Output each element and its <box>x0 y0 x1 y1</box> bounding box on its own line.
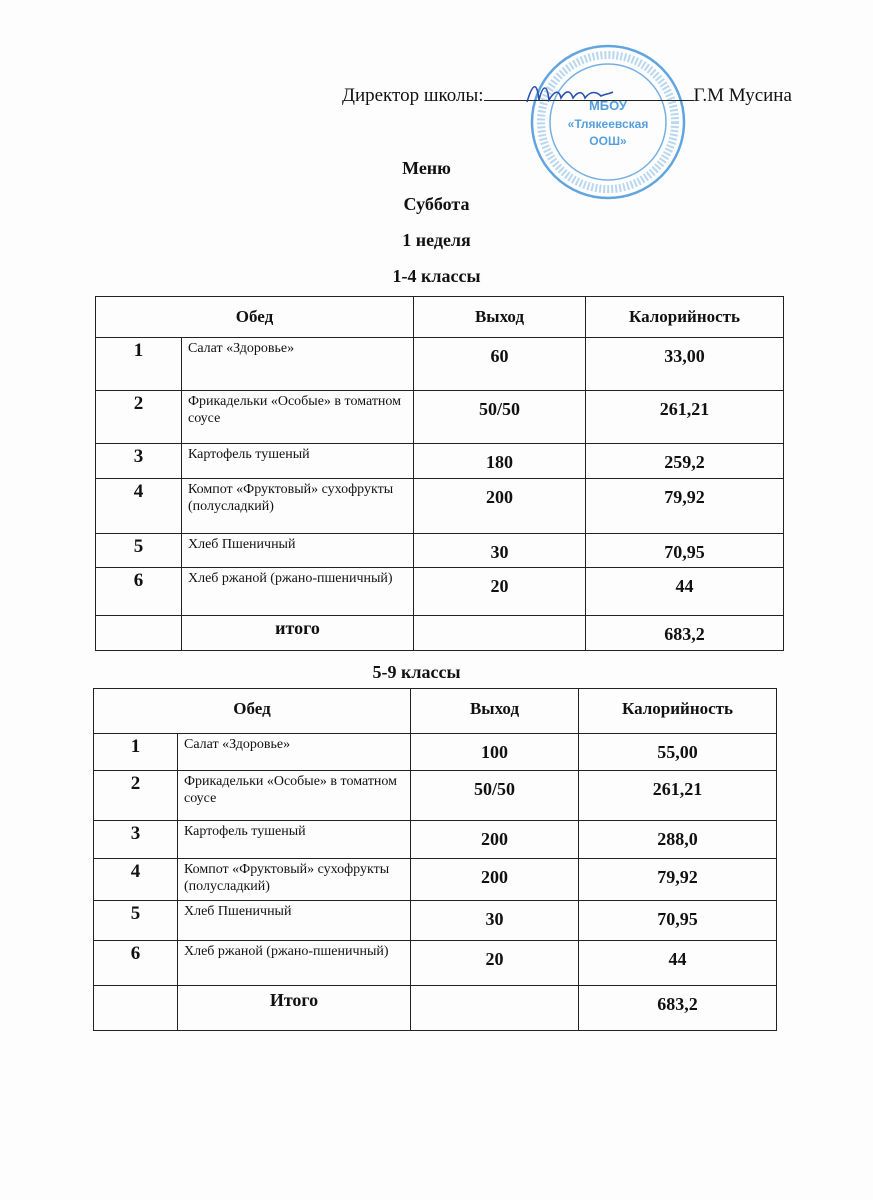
yield-value: 200 <box>414 479 586 534</box>
header-yield: Выход <box>411 689 579 734</box>
header-dish: Обед <box>96 297 414 338</box>
stamp-line-2: «Тлякеевская <box>567 117 649 131</box>
yield-value: 180 <box>414 444 586 479</box>
stamp-line-3: ООШ» <box>589 134 627 148</box>
table-header-row <box>94 689 777 734</box>
row-number: 2 <box>94 771 178 821</box>
calories-value: 70,95 <box>579 901 777 941</box>
calories-value: 33,00 <box>586 338 784 391</box>
table-row <box>96 534 784 568</box>
table-row <box>96 444 784 479</box>
table-row <box>94 734 777 771</box>
row-number: 4 <box>94 859 178 901</box>
stamp-line-1: МБОУ <box>588 98 628 113</box>
table-row <box>94 771 777 821</box>
calories-value: 55,00 <box>579 734 777 771</box>
table-header-row <box>96 297 784 338</box>
dish-name: Хлеб ржаной (ржано-пшеничный) <box>182 568 414 616</box>
row-number: 2 <box>96 391 182 444</box>
header-dish: Обед <box>94 689 411 734</box>
table-row <box>94 821 777 859</box>
dish-name: Картофель тушеный <box>182 444 414 479</box>
dish-name: Салат «Здоровье» <box>178 734 411 771</box>
menu-table-5-9 <box>93 688 777 1031</box>
header-calories: Калорийность <box>579 689 777 734</box>
yield-value: 30 <box>414 534 586 568</box>
dish-name: Фрикадельки «Особые» в томатном соусе <box>182 391 414 444</box>
yield-value: 60 <box>414 338 586 391</box>
dish-name: Фрикадельки «Особые» в томатном соусе <box>178 771 411 821</box>
row-number: 1 <box>96 338 182 391</box>
yield-value: 20 <box>411 941 579 986</box>
total-label: итого <box>182 616 414 651</box>
signature <box>525 78 615 108</box>
empty-cell <box>94 986 178 1031</box>
yield-value: 200 <box>411 859 579 901</box>
calories-value: 44 <box>586 568 784 616</box>
row-number: 5 <box>96 534 182 568</box>
empty-cell <box>96 616 182 651</box>
total-label: Итого <box>178 986 411 1031</box>
menu-title: Меню <box>402 158 451 178</box>
table-row <box>94 901 777 941</box>
table-row <box>96 338 784 391</box>
yield-value: 200 <box>411 821 579 859</box>
row-number: 3 <box>94 821 178 859</box>
dish-name: Компот «Фруктовый» сухофрукты (полусладкий) <box>178 859 411 901</box>
calories-value: 261,21 <box>579 771 777 821</box>
row-number: 5 <box>94 901 178 941</box>
header-yield: Выход <box>414 297 586 338</box>
dish-name: Картофель тушеный <box>178 821 411 859</box>
dish-name: Хлеб Пшеничный <box>178 901 411 941</box>
dish-name: Салат «Здоровье» <box>182 338 414 391</box>
yield-value: 50/50 <box>414 391 586 444</box>
calories-value: 288,0 <box>579 821 777 859</box>
total-row <box>94 986 777 1031</box>
day-title: Суббота <box>403 194 470 214</box>
calories-value: 261,21 <box>586 391 784 444</box>
calories-value: 70,95 <box>586 534 784 568</box>
header-calories: Калорийность <box>586 297 784 338</box>
yield-value: 20 <box>414 568 586 616</box>
table-row <box>96 479 784 534</box>
total-row <box>96 616 784 651</box>
table-row <box>96 391 784 444</box>
row-number: 3 <box>96 444 182 479</box>
dish-name: Хлеб ржаной (ржано-пшеничный) <box>178 941 411 986</box>
table-row <box>96 568 784 616</box>
yield-value: 50/50 <box>411 771 579 821</box>
yield-value: 30 <box>411 901 579 941</box>
week-title: 1 неделя <box>402 230 471 250</box>
calories-value: 79,92 <box>579 859 777 901</box>
row-number: 4 <box>96 479 182 534</box>
empty-cell <box>411 986 579 1031</box>
director-label: Директор школы: <box>342 85 484 106</box>
section-title-1-4: 1-4 классы <box>392 266 481 286</box>
menu-table-1-4 <box>95 296 784 651</box>
calories-value: 44 <box>579 941 777 986</box>
dish-name: Компот «Фруктовый» сухофрукты (полусладкий) <box>182 479 414 534</box>
total-value: 683,2 <box>579 986 777 1031</box>
director-name: Г.М Мусина <box>693 85 792 106</box>
yield-value: 100 <box>411 734 579 771</box>
calories-value: 259,2 <box>586 444 784 479</box>
empty-cell <box>414 616 586 651</box>
total-value: 683,2 <box>586 616 784 651</box>
dish-name: Хлеб Пшеничный <box>182 534 414 568</box>
calories-value: 79,92 <box>586 479 784 534</box>
table-row <box>94 859 777 901</box>
row-number: 1 <box>94 734 178 771</box>
row-number: 6 <box>94 941 178 986</box>
table-row <box>94 941 777 986</box>
row-number: 6 <box>96 568 182 616</box>
section-title-5-9: 5-9 классы <box>372 662 461 682</box>
